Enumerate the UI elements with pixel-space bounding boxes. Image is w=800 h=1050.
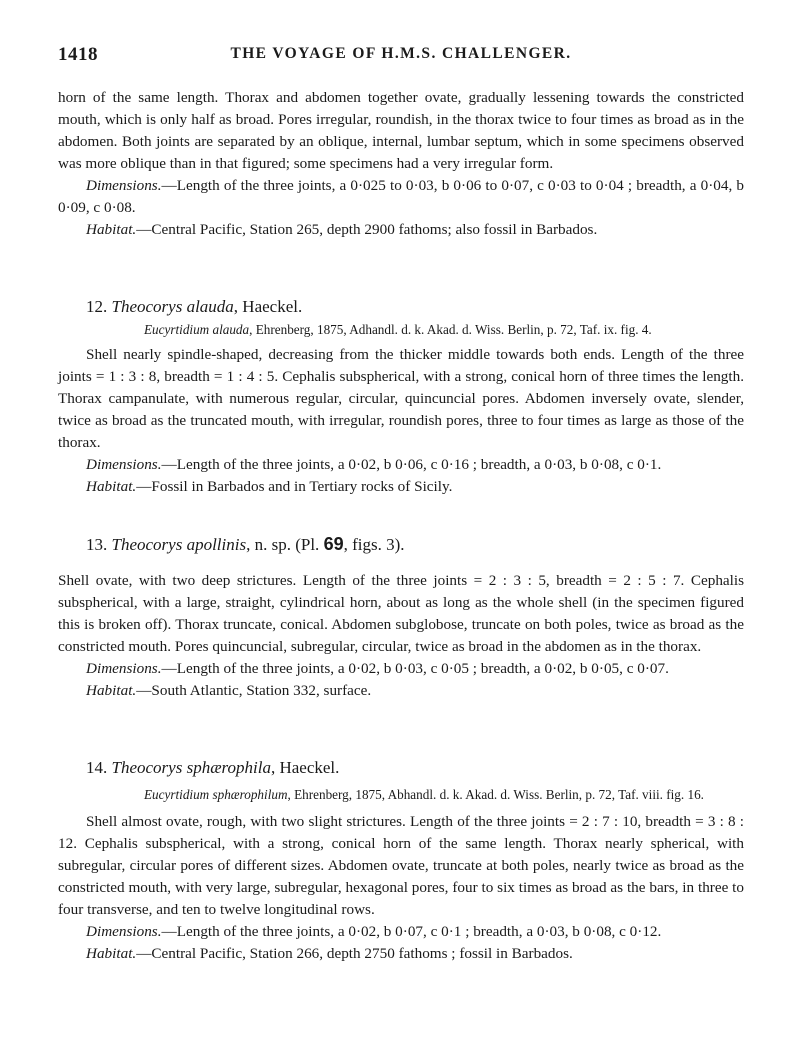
- habitat-label: Habitat.: [86, 682, 137, 699]
- habitat-text: —South Atlantic, Station 332, surface.: [136, 682, 372, 699]
- dimensions-text: —Length of the three joints, a 0·025 to 0·03, b 0·06 to 0·07, c 0·03 to 0·04 ; breadth, a 0·04, b 0·09, c 0·08.: [58, 177, 744, 216]
- species-description: Shell nearly spindle-shaped, decreasing from the thicker middle towards both ends. Length of the three joints = 1 : 3 : 8, breadth = 1 : 4 : 5. Cephalis subspherical, with a strong, conical horn of three times the length. Thorax campanulate, with numerous regular, circular, quincuncial pores. Abdomen inversely ovate, slender, twice as broad as the truncated mouth, with irregular, roundish pores, three to four times as large as those of the thorax.: [58, 346, 744, 451]
- dimensions-label: Dimensions.: [86, 923, 162, 940]
- continuation-dimensions: [58, 175, 744, 219]
- species-description: Shell ovate, with two deep strictures. Length of the three joints = 2 : 3 : 5, breadth = 2 : 5 : 7. Cephalis subspherical, with a large, straight, cylindrical horn, about as long as the whole shell (in the specimen figured this is broken off). Thorax truncate, conical. Abdomen subglobose, truncate on both poles, twice as broad as the constricted mouth. Pores quincuncial, subregular, circular, twice as broad in the abdomen as in the thorax.: [58, 572, 744, 655]
- habitat-label: Habitat.: [86, 945, 137, 962]
- species-habitat: [58, 476, 744, 498]
- dimensions-label: Dimensions.: [86, 456, 162, 473]
- dimensions-label: Dimensions.: [86, 660, 162, 677]
- species-habitat: [58, 680, 744, 702]
- species-number: 13.: [86, 535, 108, 554]
- species-description: Shell almost ovate, rough, with two slight strictures. Length of the three joints = 2 : 7 : 10, breadth = 3 : 8 : 12. Cephalis subspherical, with a strong, conical horn of the same length. Thorax nearly spherical, with subregular, circular pores of different sizes. Abdomen ovate, truncate at both poles, nearly twice as broad as the constricted mouth, with very large, subregular, hexagonal pores, four to six times as broad as the bars, in three to four transverse, and ten to twelve longitudinal rows.: [58, 813, 744, 918]
- species-name: Theocorys sphærophila: [111, 758, 271, 777]
- page-header: [58, 44, 744, 68]
- habitat-text: —Central Pacific, Station 265, depth 2900 fathoms; also fossil in Barbados.: [136, 221, 598, 238]
- species-12-section: [58, 296, 744, 498]
- dimensions-text: —Length of the three joints, a 0·02, b 0·07, c 0·1 ; breadth, a 0·03, b 0·08, c 0·12.: [161, 923, 662, 940]
- species-dimensions: [58, 454, 744, 476]
- plate-number: 69: [323, 534, 344, 554]
- species-reference: [58, 785, 744, 805]
- species-dimensions: [58, 921, 744, 943]
- species-heading: [58, 757, 744, 779]
- running-title: THE VOYAGE OF H.M.S. CHALLENGER.: [230, 45, 572, 62]
- species-number: 12.: [86, 297, 108, 316]
- continuation-habitat: [58, 219, 744, 241]
- species-14-section: [58, 757, 744, 965]
- habitat-text: —Central Pacific, Station 266, depth 2750 fathoms ; fossil in Barbados.: [136, 945, 573, 962]
- species-name: Theocorys apollinis: [111, 535, 247, 554]
- habitat-text: —Fossil in Barbados and in Tertiary rocks of Sicily.: [136, 478, 453, 495]
- continuation-section: [58, 87, 744, 241]
- species-heading: [58, 296, 744, 318]
- reference-name: Eucyrtidium alauda: [144, 322, 250, 337]
- species-name: Theocorys alauda: [111, 297, 234, 316]
- reference-text: , Ehrenberg, 1875, Adhandl. d. k. Akad. d. Wiss. Berlin, p. 72, Taf. ix. fig. 4.: [249, 322, 652, 337]
- species-author: , n. sp. (Pl.: [246, 535, 324, 554]
- species-13-section: [58, 533, 744, 702]
- habitat-label: Habitat.: [86, 478, 137, 495]
- species-author: , Haeckel.: [270, 758, 340, 777]
- species-reference: [58, 320, 744, 340]
- species-author: , Haeckel.: [233, 297, 303, 316]
- species-dimensions: [58, 658, 744, 680]
- species-number: 14.: [86, 758, 108, 777]
- dimensions-label: Dimensions.: [86, 177, 162, 194]
- species-habitat: [58, 943, 744, 965]
- dimensions-text: —Length of the three joints, a 0·02, b 0·06, c 0·16 ; breadth, a 0·03, b 0·08, c 0·1.: [161, 456, 662, 473]
- species-heading: [58, 533, 744, 556]
- dimensions-text: —Length of the three joints, a 0·02, b 0·03, c 0·05 ; breadth, a 0·02, b 0·05, c 0·07.: [161, 660, 669, 677]
- reference-text: , Ehrenberg, 1875, Abhandl. d. k. Akad. d. Wiss. Berlin, p. 72, Taf. viii. fig. 16.: [287, 787, 704, 802]
- reference-name: Eucyrtidium sphærophilum: [144, 787, 288, 802]
- continuation-paragraph: horn of the same length. Thorax and abdomen together ovate, gradually lessening towards the constricted mouth, which is only half as broad. Pores irregular, roundish, in the thorax twice to four times as broad as in the abdomen. Both joints are separated by an oblique, internal, lumbar septum, which in some specimens observed was more oblique than in that figured; some specimens had a very irregular form.: [58, 89, 744, 172]
- page-number: 1418: [58, 44, 98, 65]
- plate-suffix: , figs. 3).: [343, 535, 405, 554]
- habitat-label: Habitat.: [86, 221, 137, 238]
